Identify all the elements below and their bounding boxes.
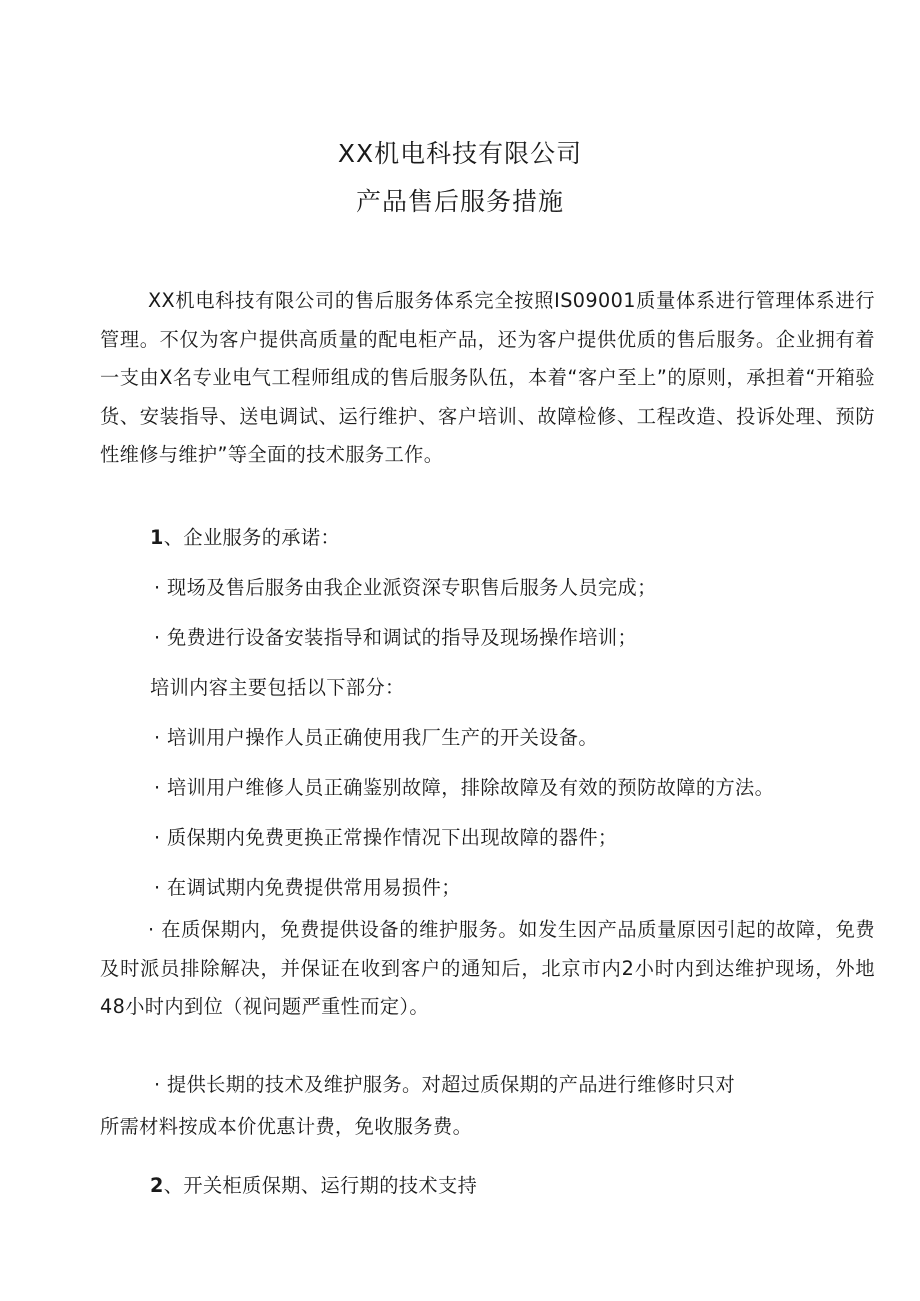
intro-paragraph xyxy=(100,282,875,475)
section-1-heading xyxy=(150,523,340,553)
section-2-heading xyxy=(150,1171,477,1201)
document-title: XX机电科技有限公司 xyxy=(337,139,583,168)
bullet-item: · 培训用户操作人员正确使用我厂生产的开关设备。 xyxy=(154,726,598,749)
longterm-line-2: 所需材料按成本价优惠计费，免收服务费。 xyxy=(100,1115,473,1138)
bullet-item: · 质保期内免费更换正常操作情况下出现故障的器件； xyxy=(154,826,618,849)
bullet-item: · 现场及售后服务由我企业派资深专职售后服务人员完成； xyxy=(154,576,657,599)
warranty-paragraph xyxy=(100,911,875,1027)
intro-text: XX机电科技有限公司的售后服务体系完全按照IS09001质量体系进行管理体系进行管理。不仅为客户提供高质量的配电柜产品，还为客户提供优质的售后服务。企业拥有着一支由X名专业电气工程师组成的售后服务队伍，本着“客户至上”的原则，承担着“开箱验货、安装指导、送电调试、运行维护、客户培训、故障检修、工程改造、投诉处理、预防性维修与维护”等全面的技术服务工作。 xyxy=(100,289,875,466)
section-2-number: 2 xyxy=(150,1174,164,1197)
bullet-item: · 在调试期内免费提供常用易损件； xyxy=(154,876,461,899)
training-intro: 培训内容主要包括以下部分： xyxy=(150,676,405,699)
bullet-item: · 免费进行设备安装指导和调试的指导及现场操作培训； xyxy=(154,626,638,649)
section-1-text: 、企业服务的承诺： xyxy=(163,526,341,549)
longterm-line-1: · 提供长期的技术及维护服务。对超过质保期的产品进行维修时只对 xyxy=(154,1073,736,1096)
document-subtitle: 产品售后服务措施 xyxy=(355,187,564,216)
section-1-number: 1 xyxy=(150,526,164,549)
warranty-text: · 在质保期内，免费提供设备的维护服务。如发生因产品质量原因引起的故障，免费及时派员排除解决，并保证在收到客户的通知后，北京市内2小时内到达维护现场，外地48小时内到位（视问题严重性而定）。 xyxy=(100,918,875,1018)
bullet-item: · 培训用户维修人员正确鉴别故障，排除故障及有效的预防故障的方法。 xyxy=(154,776,775,799)
section-2-text: 、开关柜质保期、运行期的技术支持 xyxy=(163,1174,478,1197)
